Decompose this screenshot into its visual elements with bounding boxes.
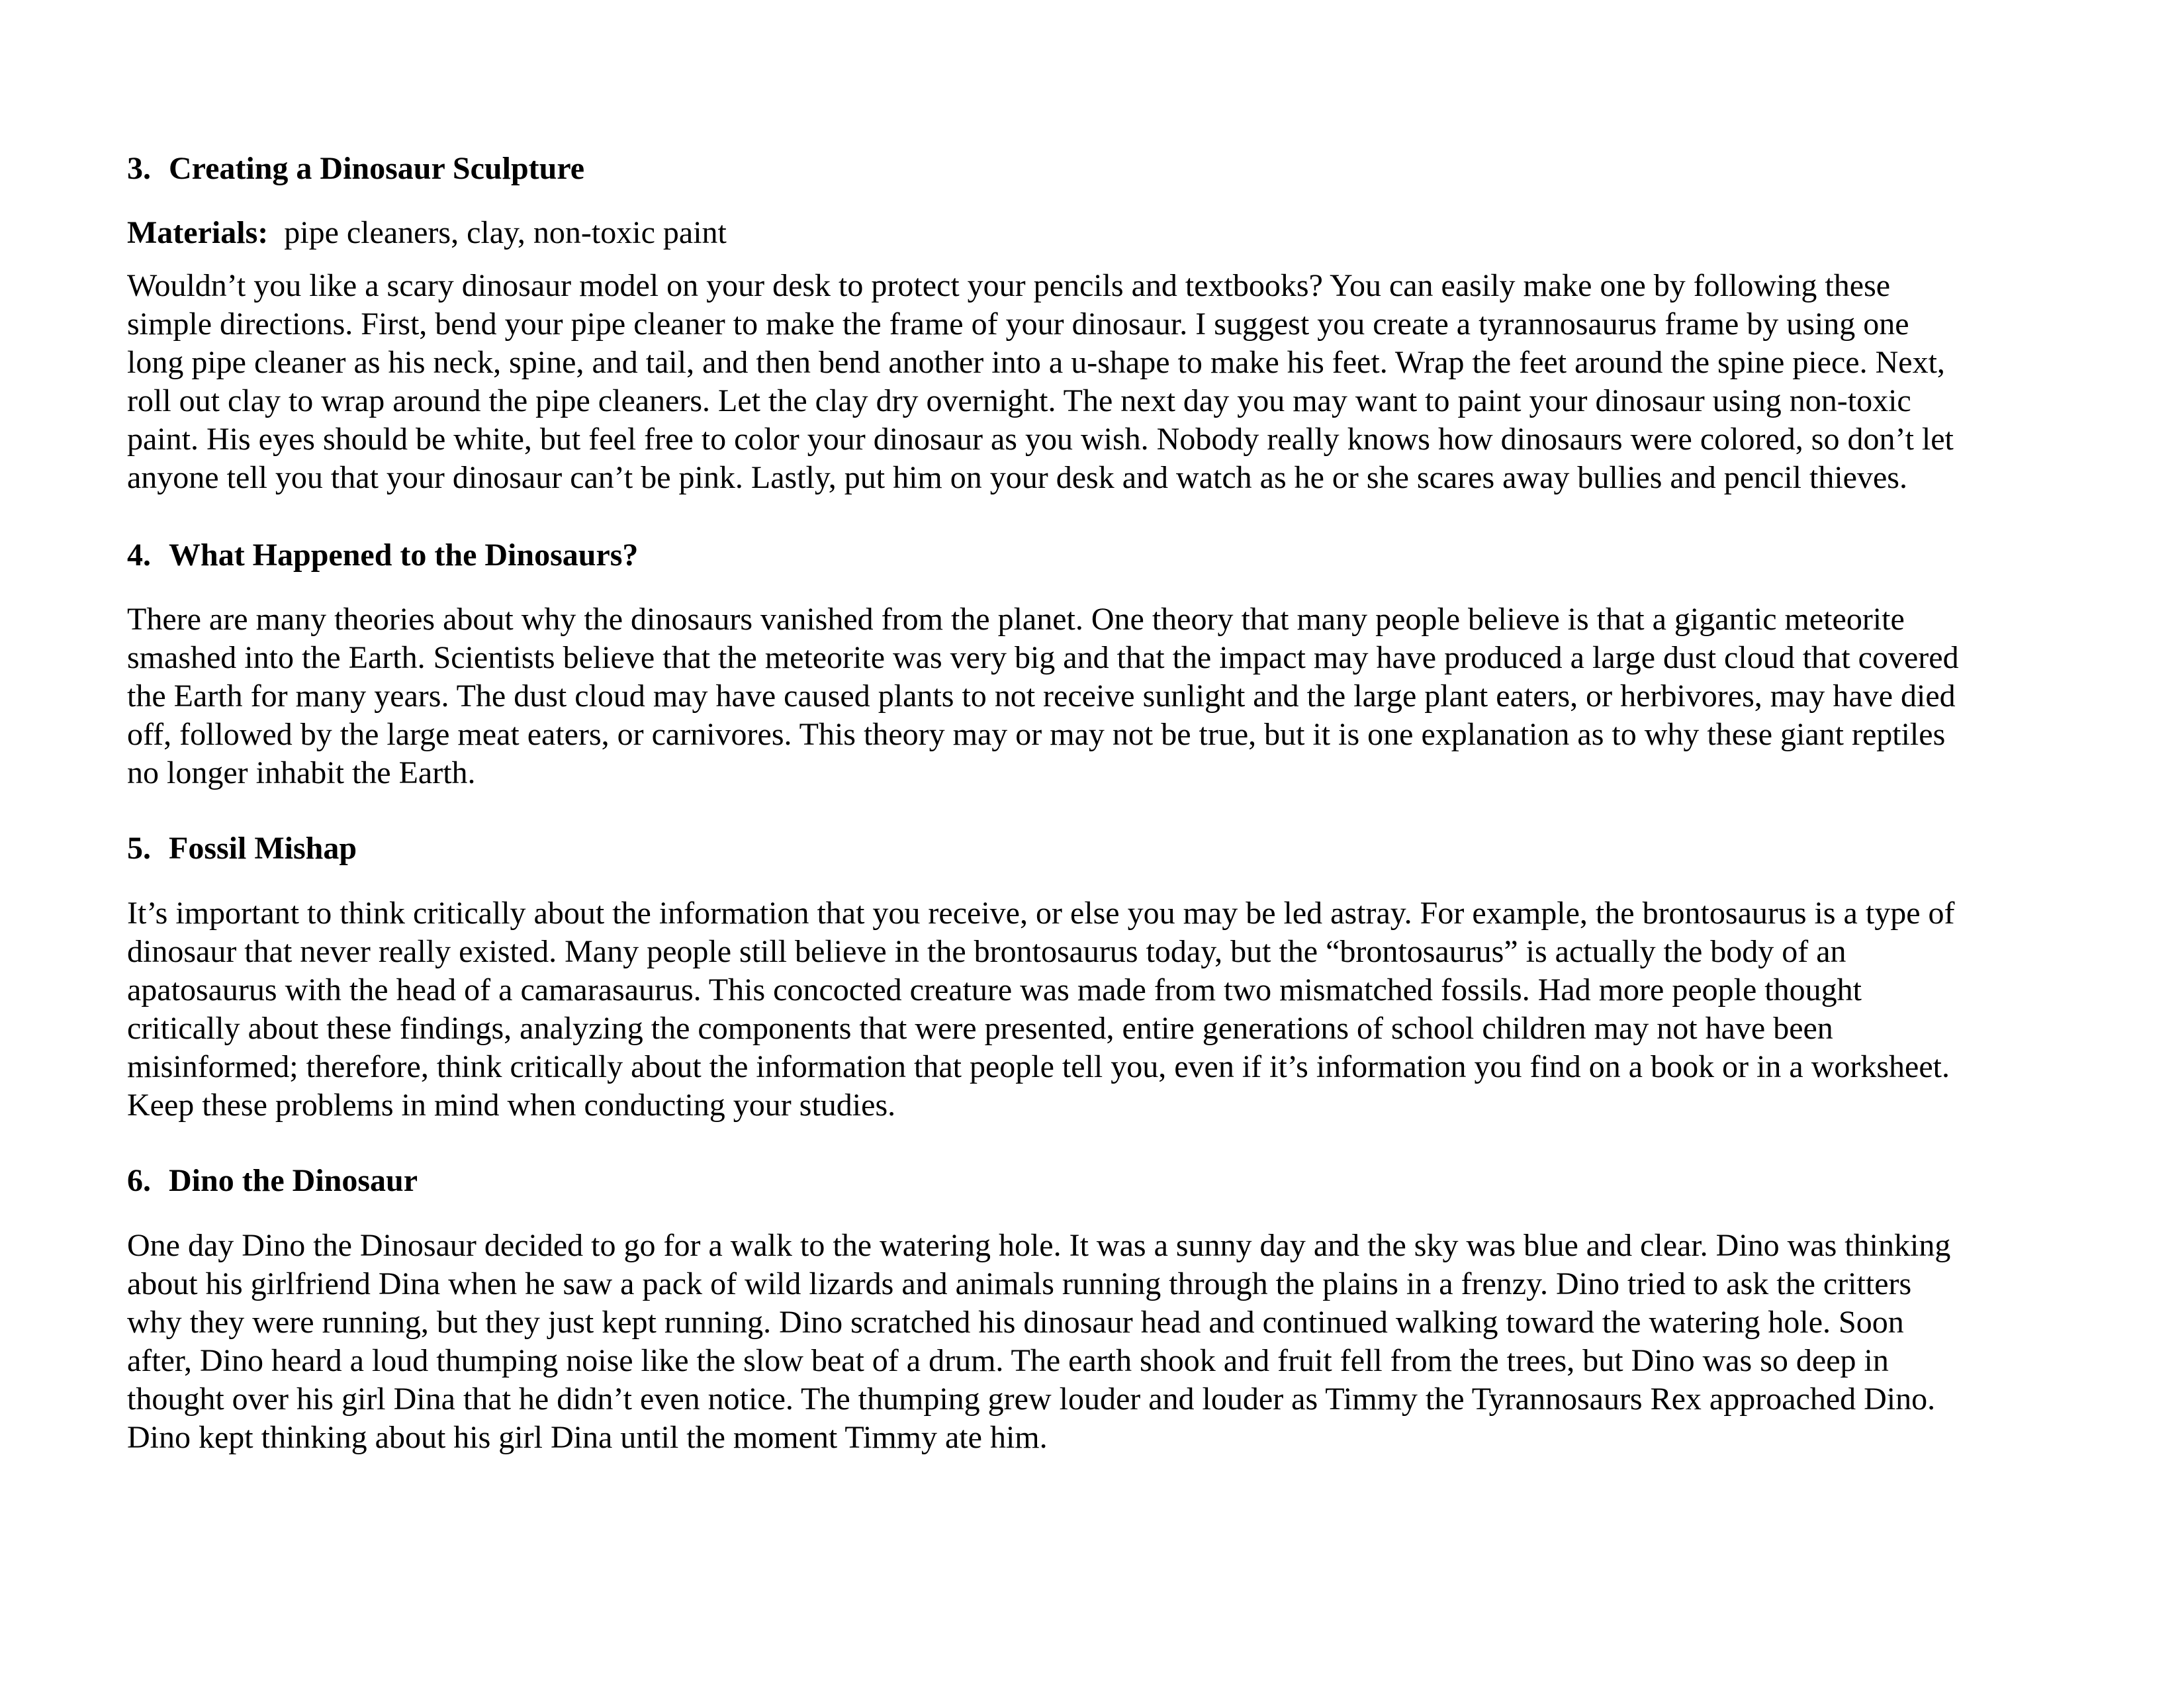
- paragraph-line: about his girlfriend Dina when he saw a pack of wild lizards and animals running through the plains in a frenzy. Dino tried to ask the critters: [127, 1266, 1912, 1301]
- paragraph-line: paint. His eyes should be white, but feel free to color your dinosaur as you wish. Nobody really knows how dinosaurs were colored, so don’t let: [127, 422, 1954, 457]
- paragraph-line: It’s important to think critically about the information that you receive, or else you may be led astray. For example, the brontosaurus is a type of: [127, 896, 1955, 931]
- section-heading: [127, 536, 2086, 575]
- paragraph-line: the Earth for many years. The dust cloud may have caused plants to not receive sunlight and the large plant eaters, or herbivores, may have died: [127, 679, 1956, 714]
- section-title: What Happened to the Dinosaurs?: [169, 538, 639, 573]
- paragraph-line: anyone tell you that your dinosaur can’t be pink. Lastly, put him on your desk and watch as he or she scares away bullies and pencil thieves.: [127, 460, 1907, 495]
- paragraph-line: why they were running, but they just kept running. Dino scratched his dinosaur head and continued walking toward the watering hole. Soon: [127, 1305, 1904, 1340]
- section-3-heading: [127, 150, 2086, 188]
- paragraph-line: apatosaurus with the head of a camarasaurus. This concocted creature was made from two mismatched fossils. Had more people thought: [127, 972, 1862, 1008]
- section-6-paragraph: [127, 1227, 2119, 1457]
- paragraph-line: after, Dino heard a loud thumping noise like the slow beat of a drum. The earth shook and fruit fell from the trees, but Dino was so deep in: [127, 1343, 1889, 1378]
- section-4-paragraph: [127, 600, 2119, 792]
- section-number: 4.: [127, 538, 151, 573]
- paragraph-line: long pipe cleaner as his neck, spine, and tail, and then bend another into a u-shape to make his feet. Wrap the feet around the spine piece. Next,: [127, 345, 1945, 380]
- paragraph-line: There are many theories about why the dinosaurs vanished from the planet. One theory that many people believe is that a gigantic meteorite: [127, 602, 1905, 637]
- paragraph-line: critically about these findings, analyzing the components that were presented, entire generations of school children may not have been: [127, 1011, 1833, 1046]
- paragraph-line: smashed into the Earth. Scientists believe that the meteorite was very big and that the impact may have produced a large dust cloud that covered: [127, 640, 1959, 675]
- paragraph-line: misinformed; therefore, think critically about the information that people tell you, even if it’s information you find on a book or in a worksheet.: [127, 1049, 1950, 1084]
- section-6-heading: [127, 1162, 2086, 1200]
- paragraph-line: dinosaur that never really existed. Many people still believe in the brontosaurus today, but the “brontosaurus” is actually the body of an: [127, 934, 1846, 969]
- section-number: 5.: [127, 831, 151, 866]
- paragraph-line: roll out clay to wrap around the pipe cleaners. Let the clay dry overnight. The next day you may want to paint your dinosaur using non-toxic: [127, 383, 1911, 418]
- paragraph-line: One day Dino the Dinosaur decided to go for a walk to the watering hole. It was a sunny day and the sky was blue and clear. Dino was thinking: [127, 1228, 1951, 1263]
- materials-value: pipe cleaners, clay, non-toxic paint: [284, 215, 727, 250]
- paragraph-line: Keep these problems in mind when conducting your studies.: [127, 1088, 896, 1123]
- paragraph-line: Wouldn’t you like a scary dinosaur model on your desk to protect your pencils and textbooks? You can easily make one by following these: [127, 268, 1891, 303]
- section-5-heading: [127, 829, 2086, 868]
- section-4-heading: [127, 536, 2086, 575]
- section-title: Dino the Dinosaur: [169, 1163, 418, 1198]
- section-heading: [127, 150, 2086, 188]
- paragraph-line: thought over his girl Dina that he didn’t even notice. The thumping grew louder and louder as Timmy the Tyrannosaurs Rex approached Dino.: [127, 1382, 1936, 1417]
- paragraph-line: Dino kept thinking about his girl Dina until the moment Timmy ate him.: [127, 1420, 1048, 1455]
- materials-label: Materials:: [127, 215, 269, 250]
- paragraph-line: off, followed by the large meat eaters, or carnivores. This theory may or may not be true, but it is one explanation as to why these giant reptiles: [127, 717, 1946, 752]
- section-heading: [127, 1162, 2086, 1200]
- paragraph-line: simple directions. First, bend your pipe cleaner to make the frame of your dinosaur. I suggest you create a tyrannosaurus frame by using one: [127, 306, 1909, 342]
- section-3-paragraph: [127, 267, 2119, 497]
- section-number: 6.: [127, 1163, 151, 1198]
- section-title: Fossil Mishap: [169, 831, 357, 866]
- section-title: Creating a Dinosaur Sculpture: [169, 151, 585, 186]
- section-5-paragraph: [127, 894, 2119, 1125]
- section-number: 3.: [127, 151, 151, 186]
- materials-line: [127, 214, 727, 252]
- section-heading: [127, 829, 2086, 868]
- paragraph-line: no longer inhabit the Earth.: [127, 755, 476, 790]
